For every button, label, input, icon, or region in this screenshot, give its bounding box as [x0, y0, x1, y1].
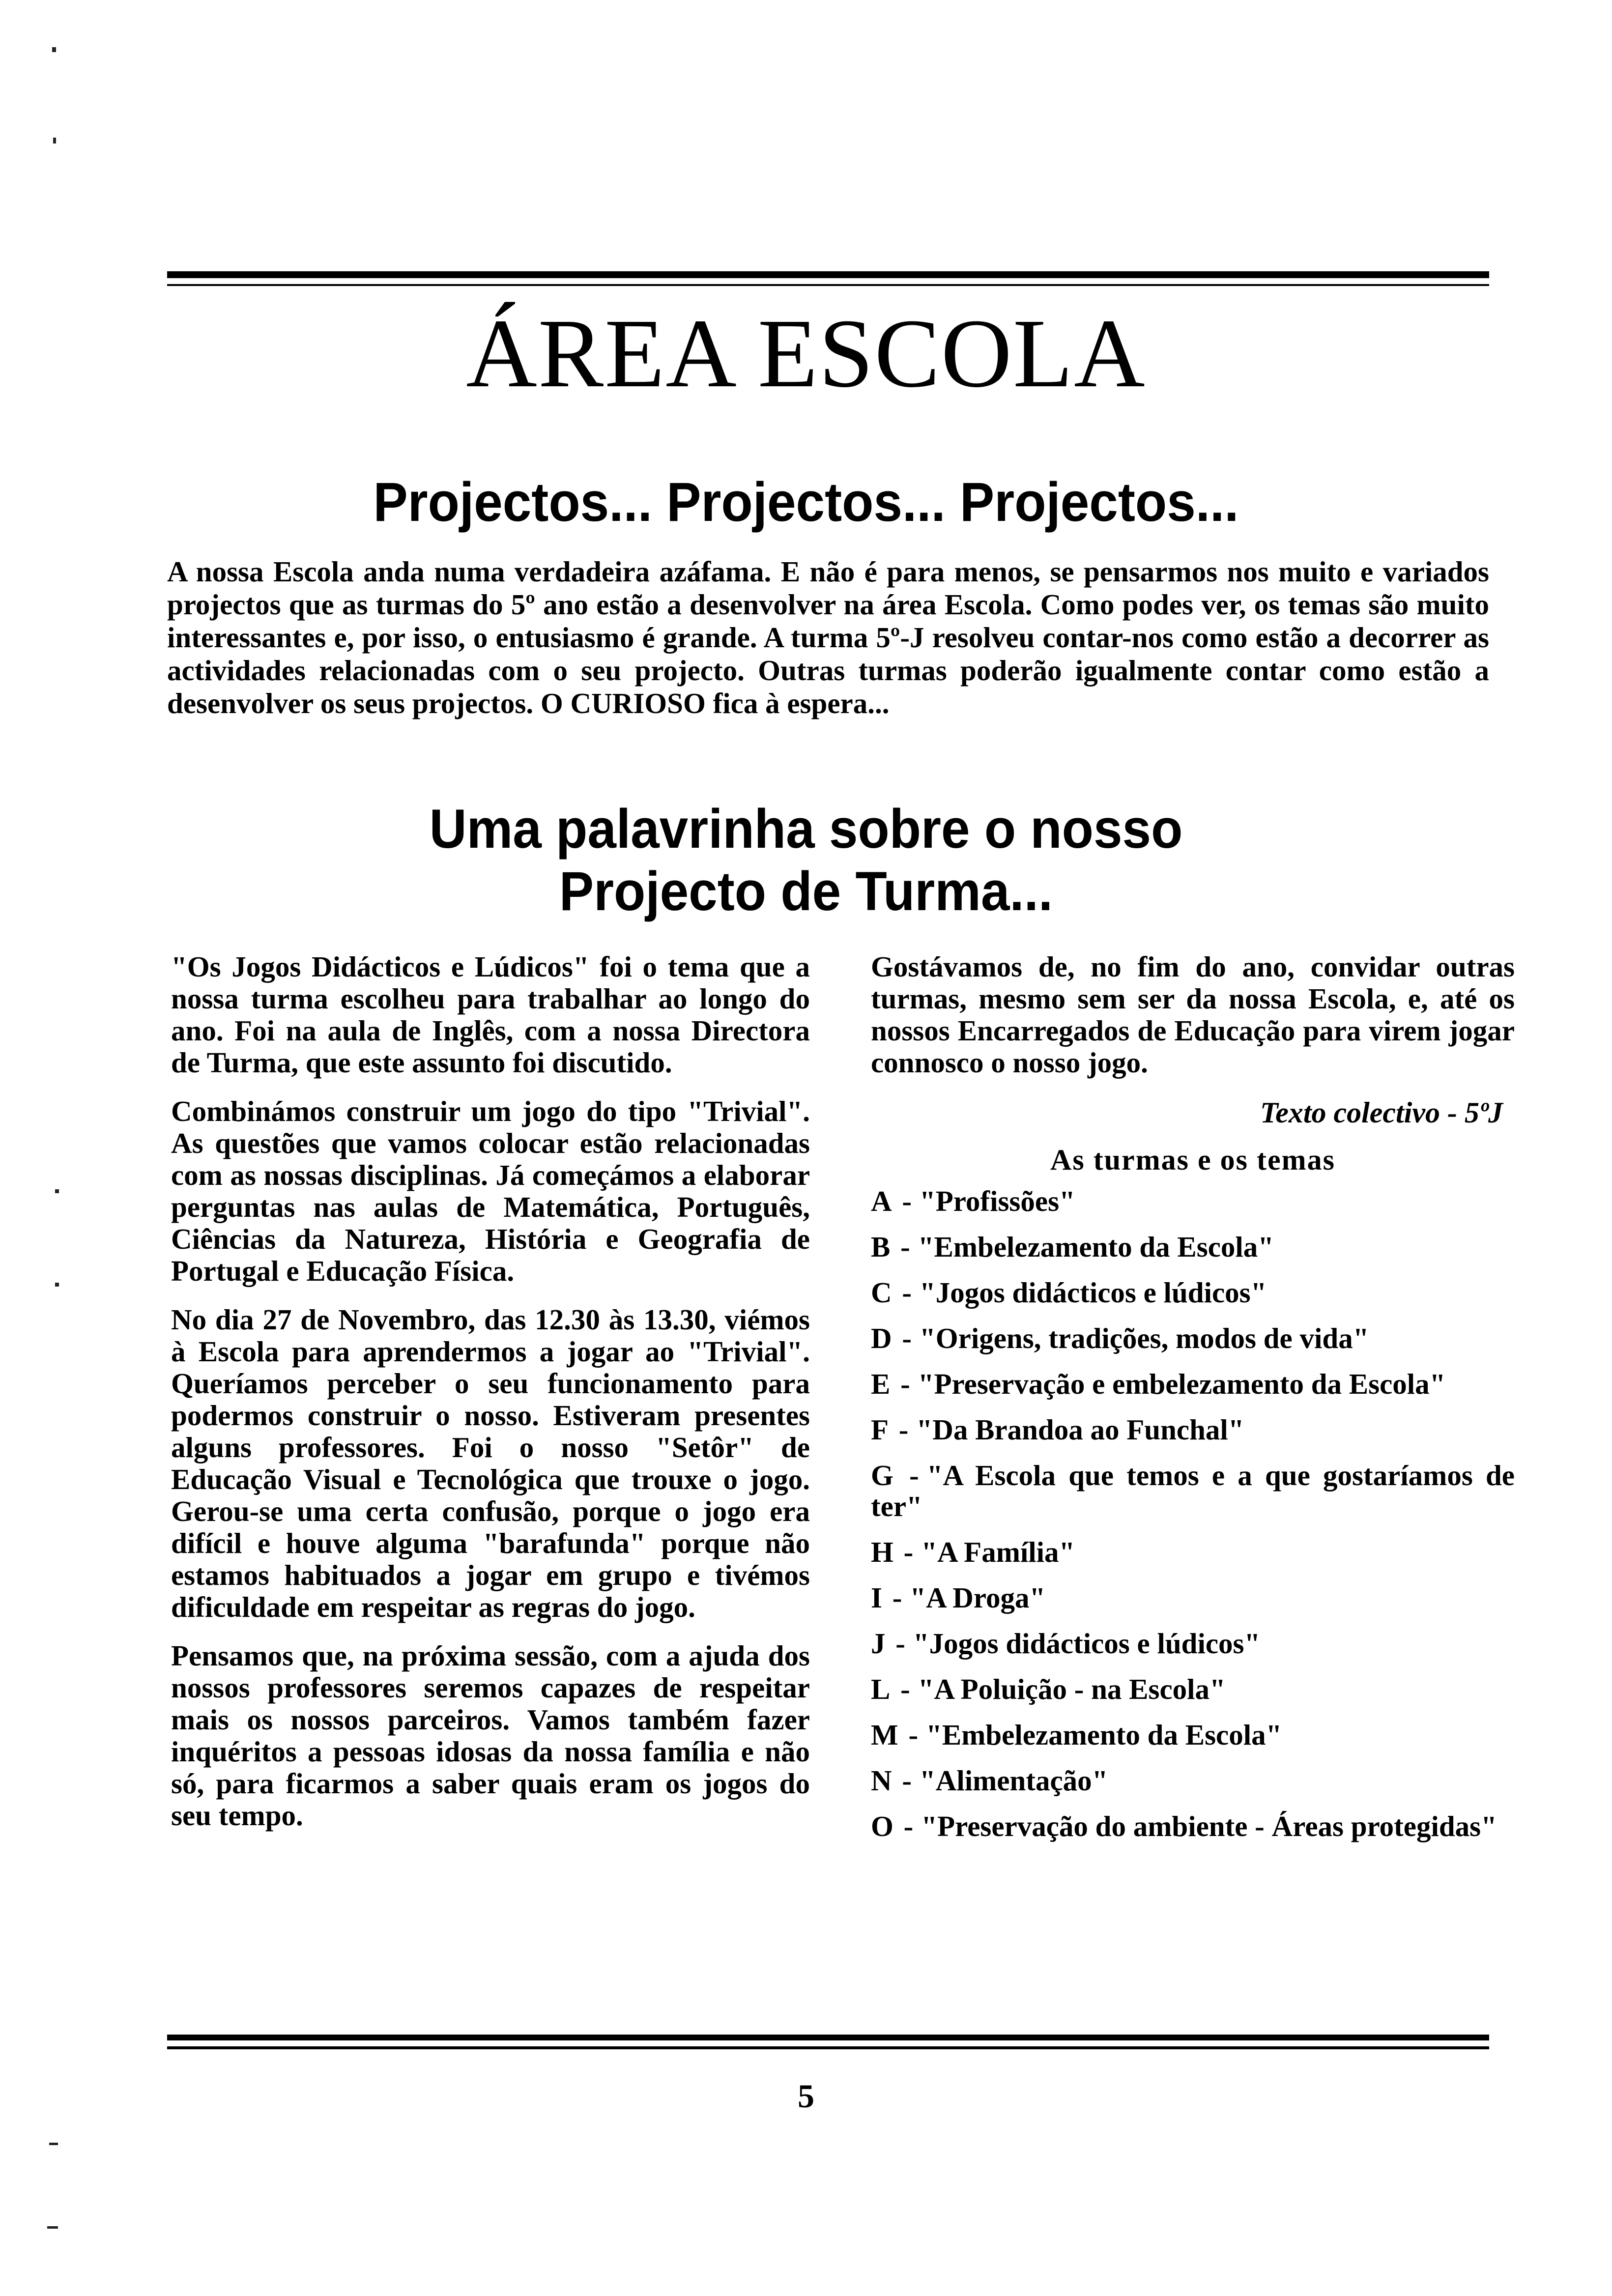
- scan-speck: [47, 2226, 58, 2229]
- theme-separator: -: [902, 1322, 912, 1354]
- theme-separator: -: [900, 1673, 910, 1705]
- theme-list-item: [871, 1414, 1515, 1445]
- theme-text: "Preservação do ambiente - Áreas protegidas": [921, 1810, 1497, 1842]
- theme-class-letter: F: [871, 1413, 889, 1446]
- theme-separator: -: [902, 1276, 912, 1309]
- theme-class-letter: G: [871, 1459, 893, 1492]
- theme-list-item: [871, 1811, 1515, 1842]
- theme-text: "Origens, tradições, modos de vida": [920, 1322, 1369, 1354]
- article-paragraph: No dia 27 de Novembro, das 12.30 às 13.30, viémos à Escola para aprendermos a jogar ao "Trivial". Queríamos perceber o seu funcionamento para podermos construir o nosso. Estiveram presentes alguns professores. Foi o nosso "Setôr" de Educação Visual e Tecnológica que trouxe o jogo. Gerou-se uma certa confusão, porque o jogo era difícil e houve alguma "barafunda" porque não estamos habituados a jogar em grupo e tivémos dificuldade em respeitar as regras do jogo.: [171, 1303, 810, 1623]
- theme-list-item: [871, 1186, 1515, 1217]
- theme-text: "Profissões": [920, 1185, 1075, 1217]
- section-heading-projectos: Projectos... Projectos... Projectos...: [373, 471, 1239, 533]
- top-rule-thick: [167, 271, 1489, 278]
- theme-class-letter: A: [871, 1185, 892, 1217]
- theme-separator: -: [900, 1368, 910, 1400]
- theme-list-item: [871, 1765, 1515, 1796]
- bottom-rule-thin: [167, 2046, 1489, 2049]
- page-title: ÁREA ESCOLA: [466, 299, 1146, 408]
- article-paragraph: Gostávamos de, no fim do ano, convidar outras turmas, mesmo sem ser da nossa Escola, e, até os nossos Encarregados de Educação para virem jogar connosco o nosso jogo.: [871, 950, 1515, 1079]
- theme-class-letter: J: [871, 1627, 886, 1660]
- theme-text: "Embelezamento da Escola": [926, 1719, 1282, 1751]
- theme-class-letter: C: [871, 1276, 892, 1309]
- theme-text: "Da Brandoa ao Funchal": [916, 1413, 1244, 1446]
- theme-text: "Preservação e embelezamento da Escola": [918, 1368, 1446, 1400]
- theme-text: "Embelezamento da Escola": [918, 1231, 1274, 1263]
- theme-class-letter: H: [871, 1536, 893, 1568]
- scan-speck: [55, 1189, 59, 1193]
- theme-text: "A Droga": [910, 1581, 1046, 1614]
- theme-separator: -: [892, 1581, 902, 1614]
- theme-text: "A Poluição - na Escola": [918, 1673, 1226, 1705]
- scan-speck: [52, 47, 56, 52]
- theme-class-letter: M: [871, 1719, 898, 1751]
- theme-class-letter: B: [871, 1231, 891, 1263]
- theme-class-letter: E: [871, 1368, 891, 1400]
- theme-list-item: [871, 1628, 1515, 1659]
- article-paragraph: Combinámos construir um jogo do tipo "Trivial". As questões que vamos colocar estão relacionadas com as nossas disciplinas. Já começámos a elaborar perguntas nas aulas de Matemática, Português, Ciências da Natureza, História e Geografia de Portugal e Educação Física.: [171, 1095, 810, 1287]
- theme-list-item: [871, 1232, 1515, 1263]
- top-rule-thin: [167, 284, 1489, 286]
- theme-separator: -: [903, 1810, 914, 1842]
- article-paragraph: Pensamos que, na próxima sessão, com a ajuda dos nossos professores seremos capazes de respeitar mais os nossos parceiros. Vamos também fazer inquéritos a pessoas idosas da nossa família e não só, para ficarmos a saber quais eram os jogos do seu tempo.: [171, 1639, 810, 1832]
- theme-text: "A Escola que temos e a que gostaríamos de ter": [871, 1459, 1515, 1522]
- article-paragraph: "Os Jogos Didácticos e Lúdicos" foi o tema que a nossa turma escolheu para trabalhar ao longo do ano. Foi na aula de Inglês, com a nossa Directora de Turma, que este assunto foi discutido.: [171, 950, 810, 1079]
- theme-text: "Jogos didácticos e lúdicos": [913, 1627, 1261, 1660]
- theme-separator: -: [895, 1627, 905, 1660]
- right-column: [871, 951, 1515, 1857]
- theme-text: "Alimentação": [920, 1764, 1108, 1797]
- section-heading-line-2: Projecto de Turma...: [559, 861, 1053, 922]
- theme-list-item: [871, 1720, 1515, 1751]
- left-column: [171, 951, 810, 1848]
- bottom-rule-thick: [167, 2035, 1489, 2040]
- page-number: 5: [798, 2077, 814, 2115]
- theme-separator: -: [909, 1459, 919, 1492]
- themes-list-title: As turmas e os temas: [1050, 1144, 1335, 1176]
- themes-list: [871, 1186, 1515, 1842]
- theme-list-item: [871, 1674, 1515, 1705]
- theme-text: "Jogos didácticos e lúdicos": [920, 1276, 1267, 1309]
- theme-list-item: [871, 1582, 1515, 1613]
- theme-separator: -: [908, 1719, 919, 1751]
- theme-class-letter: O: [871, 1810, 893, 1842]
- theme-separator: -: [900, 1231, 910, 1263]
- theme-list-item: [871, 1460, 1515, 1522]
- theme-class-letter: L: [871, 1673, 891, 1705]
- theme-class-letter: D: [871, 1322, 892, 1354]
- theme-class-letter: I: [871, 1581, 882, 1614]
- theme-separator: -: [898, 1413, 909, 1446]
- theme-separator: -: [903, 1536, 914, 1568]
- theme-list-item: [871, 1323, 1515, 1354]
- intro-paragraph: A nossa Escola anda numa verdadeira azáfama. E não é para menos, se pensarmos nos muito e variados projectos que as turmas do 5º ano estão a desenvolver na área Escola. Como podes ver, os temas são muito interessantes e, por isso, o entusiasmo é grande. A turma 5º-J resolveu contar-nos como estão a decorrer as actividades relacionadas com o seu projecto. Outras turmas poderão igualmente contar como estão a desenvolver os seus projectos. O CURIOSO fica à espera...: [167, 555, 1489, 719]
- signature: Texto colectivo - 5ºJ: [1260, 1096, 1503, 1129]
- theme-class-letter: N: [871, 1764, 892, 1797]
- section-heading-line-1: Uma palavrinha sobre o nosso: [429, 798, 1183, 860]
- scan-speck: [49, 2143, 58, 2145]
- theme-list-item: [871, 1369, 1515, 1400]
- theme-list-item: [871, 1277, 1515, 1308]
- theme-separator: -: [902, 1185, 912, 1217]
- scan-speck: [53, 138, 56, 144]
- scan-speck: [55, 1283, 59, 1287]
- theme-list-item: [871, 1537, 1515, 1568]
- theme-separator: -: [902, 1764, 912, 1797]
- theme-text: "A Família": [921, 1536, 1075, 1568]
